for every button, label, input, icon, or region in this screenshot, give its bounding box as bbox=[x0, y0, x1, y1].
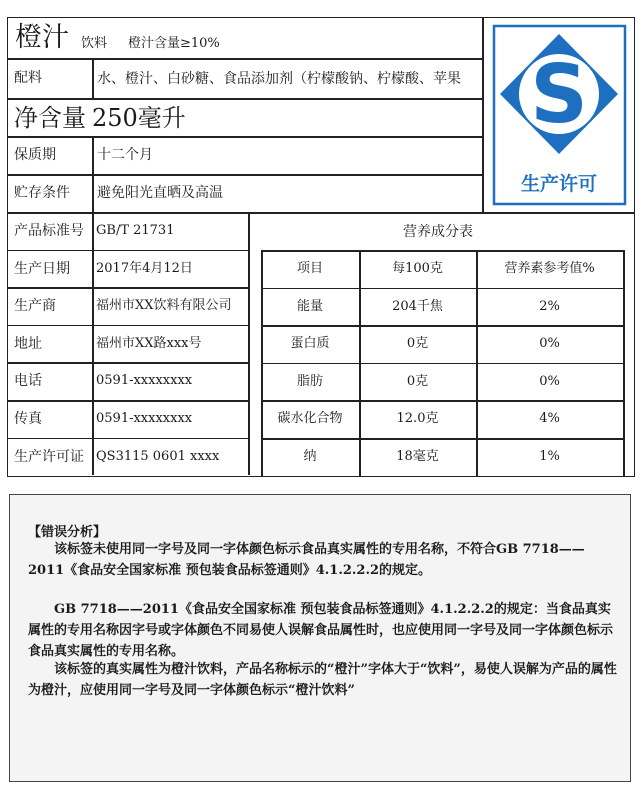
divider bbox=[623, 250, 625, 476]
nutrition-cell: 1% bbox=[539, 449, 560, 464]
product-type: 饮料 bbox=[81, 36, 108, 51]
divider bbox=[261, 250, 623, 252]
divider bbox=[261, 400, 623, 402]
nutrition-header-cell: 每100克 bbox=[392, 261, 443, 276]
nutrition-cell: 18毫克 bbox=[396, 449, 439, 464]
divider bbox=[8, 58, 482, 60]
info-label: 生产日期 bbox=[14, 260, 70, 277]
storage-label: 贮存条件 bbox=[14, 185, 70, 201]
divider bbox=[359, 250, 361, 476]
nutrition-header-cell: 项目 bbox=[296, 261, 323, 276]
info-label: 电话 bbox=[14, 373, 42, 390]
divider bbox=[92, 58, 94, 98]
ingredients-value: 水、橙汁、白砂糖、食品添加剂（柠檬酸钠、柠檬酸、苹果 bbox=[97, 71, 461, 87]
divider bbox=[261, 250, 263, 476]
divider bbox=[92, 212, 94, 475]
nutrition-cell: 0克 bbox=[406, 373, 429, 389]
divider bbox=[8, 287, 248, 289]
divider bbox=[261, 476, 623, 478]
divider bbox=[248, 212, 250, 475]
nutrition-cell: 能量 bbox=[296, 298, 323, 314]
info-value: 0591-xxxxxxxx bbox=[96, 373, 193, 389]
nutrition-title: 营养成分表 bbox=[403, 224, 473, 240]
info-label: 生产商 bbox=[14, 298, 56, 315]
product-content: 橙汁含量≥10% bbox=[128, 36, 220, 51]
divider bbox=[261, 363, 623, 365]
nutrition-cell: 2% bbox=[539, 298, 560, 314]
nutrition-cell: 4% bbox=[539, 411, 560, 427]
nutrition-cell: 蛋白质 bbox=[290, 336, 330, 352]
nutrition-header-cell: 营养素参考值% bbox=[504, 261, 595, 276]
divider bbox=[261, 288, 623, 290]
divider bbox=[261, 325, 623, 327]
product-name: 橙汁 bbox=[15, 22, 69, 53]
nutrition-cell: 0克 bbox=[406, 336, 429, 352]
info-value: 2017年4月12日 bbox=[96, 260, 193, 276]
divider bbox=[8, 212, 634, 214]
divider bbox=[8, 400, 248, 402]
info-value: 福州市XX路xxx号 bbox=[96, 335, 202, 351]
divider bbox=[482, 18, 484, 212]
net-content-value: 250毫升 bbox=[92, 104, 186, 132]
info-label: 生产许可证 bbox=[14, 448, 84, 465]
shelf-life-value: 十二个月 bbox=[97, 147, 153, 163]
divider bbox=[8, 98, 482, 100]
info-value: 福州市XX饮料有限公司 bbox=[96, 298, 232, 314]
production-license-logo bbox=[492, 24, 627, 206]
error-analysis-box bbox=[9, 494, 631, 782]
divider bbox=[8, 136, 482, 138]
divider bbox=[8, 174, 482, 176]
analysis-paragraph-2: GB 7718——2011《食品安全国家标准 预包装食品标签通则》4.1.2.2.2的规定：当食品真实属性的专用名称因字号或字体颜色不同易使人误解食品属性时，也应使用同一字号及同一字体颜色标示食品真实属性的专用名称。 bbox=[28, 602, 614, 659]
analysis-paragraph-3: 该标签的真实属性为橙汁饮料，产品名称标示的“橙汁”字体大于“饮料”，易使人误解为产品的属性为橙汁，应使用同一字号及同一字体颜色标示“橙汁饮料” bbox=[28, 662, 617, 698]
analysis-paragraph-1: 该标签未使用同一字号及同一字体颜色标示食品真实属性的专用名称，不符合GB 7718——2011《食品安全国家标准 预包装食品标签通则》4.1.2.2.2的规定。 bbox=[28, 542, 585, 578]
qs-logo-icon bbox=[492, 24, 627, 206]
info-value: 0591-xxxxxxxx bbox=[96, 411, 193, 426]
divider bbox=[261, 438, 623, 440]
info-label: 传真 bbox=[14, 411, 42, 427]
shelf-life-label: 保质期 bbox=[14, 147, 56, 163]
ingredients-label: 配料 bbox=[14, 70, 42, 86]
logo-caption: 生产许可 bbox=[520, 173, 598, 195]
nutrition-cell: 脂肪 bbox=[296, 373, 323, 389]
nutrition-cell: 204千焦 bbox=[392, 298, 443, 314]
nutrition-cell: 0% bbox=[539, 373, 560, 389]
info-label: 产品标准号 bbox=[14, 223, 84, 239]
divider bbox=[8, 362, 248, 364]
info-value: GB/T 21731 bbox=[96, 223, 175, 238]
divider bbox=[476, 250, 478, 476]
storage-value: 避免阳光直晒及高温 bbox=[97, 185, 223, 201]
food-label bbox=[7, 17, 635, 477]
divider bbox=[8, 325, 248, 327]
nutrition-cell: 0% bbox=[539, 336, 560, 352]
nutrition-cell: 碳水化合物 bbox=[277, 411, 343, 427]
info-value: QS3115 0601 xxxx bbox=[96, 448, 220, 464]
divider bbox=[92, 136, 94, 212]
nutrition-cell: 纳 bbox=[303, 449, 317, 464]
divider bbox=[8, 250, 248, 252]
analysis-title: 【错误分析】 bbox=[28, 525, 107, 540]
info-label: 地址 bbox=[14, 335, 42, 352]
divider bbox=[8, 438, 248, 440]
net-content-label: 净含量 bbox=[14, 104, 86, 132]
nutrition-cell: 12.0克 bbox=[396, 411, 439, 427]
logo-letter: S bbox=[530, 48, 588, 141]
